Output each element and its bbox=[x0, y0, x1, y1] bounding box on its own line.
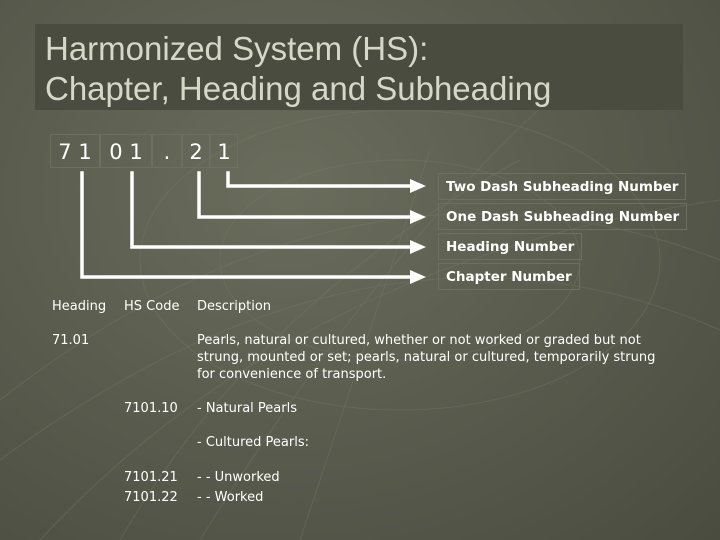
row-description: - Natural Pearls bbox=[197, 401, 297, 416]
row-description: - Cultured Pearls: bbox=[197, 435, 309, 450]
code-one-dash-digit: 2 bbox=[182, 134, 210, 168]
title-line-1: Harmonized System (HS): bbox=[45, 30, 429, 67]
label-heading-number: Heading Number bbox=[438, 233, 582, 260]
code-heading-digits: 0 1 bbox=[100, 134, 152, 168]
row-description: - - Unworked bbox=[197, 470, 280, 485]
row-hs-code: 7101.22 bbox=[124, 490, 178, 505]
label-two-dash-subheading: Two Dash Subheading Number bbox=[438, 173, 686, 200]
row-description: - - Worked bbox=[197, 490, 264, 505]
title-line-2: Chapter, Heading and Subheading bbox=[45, 70, 552, 107]
row-hs-code: 7101.21 bbox=[124, 470, 178, 485]
code-chapter-digits: 7 1 bbox=[50, 134, 100, 168]
row-description: Pearls, natural or cultured, whether or not worked or graded but not strung, mounted or set; pearls, natural or cultured, temporarily strung for convenience of transport. bbox=[197, 333, 656, 382]
code-dot: . bbox=[152, 134, 182, 168]
header-heading: Heading bbox=[52, 299, 107, 314]
header-description: Description bbox=[197, 299, 272, 314]
code-two-dash-digit: 1 bbox=[210, 134, 238, 168]
row-hs-code: 7101.10 bbox=[124, 401, 178, 416]
title-box bbox=[35, 24, 683, 110]
header-hs-code: HS Code bbox=[124, 299, 180, 314]
label-chapter-number: Chapter Number bbox=[438, 263, 580, 290]
label-one-dash-subheading: One Dash Subheading Number bbox=[438, 203, 687, 230]
row-heading: 71.01 bbox=[52, 333, 90, 348]
